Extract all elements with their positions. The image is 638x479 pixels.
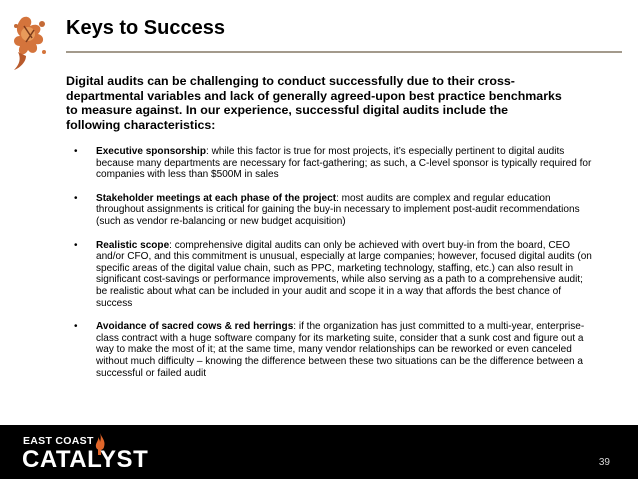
intro-paragraph: Digital audits can be challenging to conduct successfully due to their cross-departmental variables and lack of generally agreed-upon best practice benchmarks to measure against. In our experience, successful digital audits include the following characteristics: — [66, 74, 562, 132]
list-item — [74, 193, 594, 228]
bullet-marker: • — [74, 321, 78, 333]
bullet-lead: Stakeholder meetings at each phase of the project — [96, 192, 337, 204]
bullet-list — [74, 146, 594, 391]
logo-line-2: CATALYST — [22, 446, 149, 473]
bullet-marker: • — [74, 192, 78, 204]
title-divider — [66, 51, 622, 53]
bullet-text: : while this factor is true for most projects, it’s especially pertinent to digital audits because many departments are necessary for fact-gathering; as such, a C-level sponsor is typically required for companies with less than $500M in sales — [96, 146, 592, 181]
decorative-splash-icon — [8, 12, 56, 74]
footer-bar — [0, 425, 638, 479]
bullet-lead: Realistic scope — [96, 239, 170, 251]
bullet-text: : comprehensive digital audits can only be achieved with overt buy-in from the board, CEO and/or CFO, and this commitment is unusual, especially at large companies; however, focused digital audits (on specific areas of the digital value chain, such as PPC, marketing technology, staffing, etc.) can also result in significant cost-savings or performance improvements, while also serving as a path to a comprehensive audit; be realistic about what can be included in your audit and scope it in a way that affords the best chance of success — [96, 239, 592, 309]
list-item — [74, 321, 594, 379]
bullet-marker: • — [74, 146, 78, 157]
logo-line-1: EAST COAST — [23, 435, 94, 447]
bullet-lead: Avoidance of sacred cows & red herrings — [96, 321, 294, 333]
bullet-text: : most audits are complex and regular education throughout assignments is critical for gaining the buy-in necessary to implement post-audit recommendations (such as vendor re-balancing or new budget acquisition) — [96, 192, 580, 227]
page-number: 39 — [598, 457, 610, 468]
bullet-lead: Executive sponsorship — [96, 146, 206, 157]
list-item — [74, 240, 594, 310]
list-item — [74, 146, 594, 181]
slide-title: Keys to Success — [66, 17, 225, 39]
bullet-text: : if the organization has just committed to a multi-year, enterprise-class contract with a huge software company for its marketing suite, consider that a sunk cost and figure out a way to make the most of it; at the same time, many vendor relationships can be reworked or even canceled without much difficulty – knowing the difference between these two situations can be the difference between a successful or failed audit — [96, 321, 585, 379]
bullet-marker: • — [74, 239, 78, 251]
company-logo — [22, 433, 152, 475]
